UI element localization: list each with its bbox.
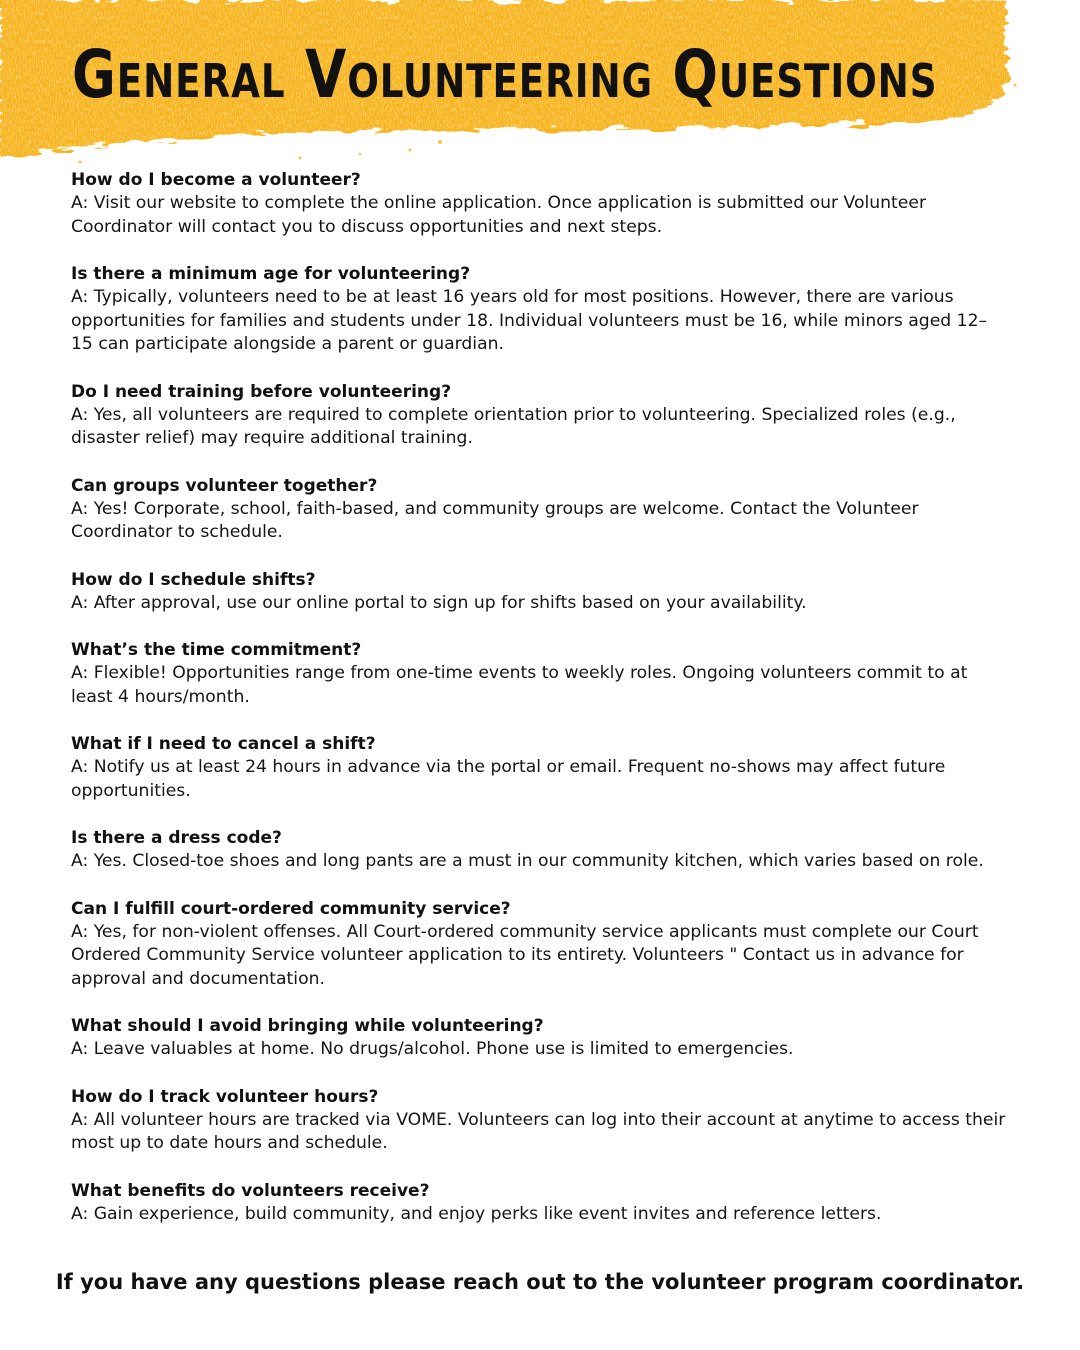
faq-question: Is there a dress code?: [71, 828, 282, 848]
faq-answer: A: Typically, volunteers need to be at least 16 years old for most positions. However, there are various opportunities for families and students under 18. Individual volunteers must be 16, while minors aged 12–15 can participate alongside a parent or guardian.: [71, 287, 988, 354]
faq-question: Can groups volunteer together?: [71, 475, 378, 496]
faq-question: How do I track volunteer hours?: [71, 1086, 379, 1107]
faq-question: How do I become a volunteer?: [71, 170, 361, 190]
faq-question: Do I need training before volunteering?: [71, 381, 452, 402]
faq-question: Is there a minimum age for volunteering?: [71, 264, 471, 284]
faq-item: [71, 732, 1006, 803]
faq-question: What if I need to cancel a shift?: [71, 734, 376, 754]
faq-item: [71, 1179, 1006, 1227]
faq-item: [71, 638, 1006, 709]
faq-answer: A: After approval, use our online portal to sign up for shifts based on your availability.: [71, 592, 807, 613]
faq-item: [71, 1014, 1006, 1062]
faq-item: [71, 380, 1006, 451]
faq-answer: A: Yes, for non-violent offenses. All Court-ordered community service applicants must complete our Court Ordered Community Service volunteer application to its entirety. Volunteers " Contact us in advance for approval and documentation.: [71, 921, 979, 989]
faq-item: [71, 568, 1006, 616]
faq-item: [71, 168, 1006, 239]
faq-answer: A: Gain experience, build community, and enjoy perks like event invites and reference letters.: [71, 1203, 882, 1224]
faq-question: What should I avoid bringing while volunteering?: [71, 1016, 544, 1036]
faq-item: [71, 826, 1006, 874]
faq-answer: A: Leave valuables at home. No drugs/alcohol. Phone use is limited to emergencies.: [71, 1039, 794, 1059]
faq-answer: A: Yes, all volunteers are required to complete orientation prior to volunteering. Specialized roles (e.g., disaster relief) may require additional training.: [71, 404, 956, 448]
faq-list: [71, 168, 1006, 1249]
faq-item: [71, 262, 1006, 357]
faq-item: [71, 897, 1006, 992]
faq-question: Can I fulfill court-ordered community service?: [71, 898, 511, 919]
faq-answer: A: Yes. Closed-toe shoes and long pants are a must in our community kitchen, which varies based on role.: [71, 851, 984, 871]
faq-answer: A: Visit our website to complete the online application. Once application is submitted our Volunteer Coordinator will contact you to discuss opportunities and next steps.: [71, 193, 927, 237]
faq-item: [71, 1085, 1006, 1156]
footer-note: If you have any questions please reach out to the volunteer program coordinator.: [55, 1270, 1025, 1294]
faq-item: [71, 474, 1006, 545]
faq-question: What’s the time commitment?: [71, 640, 362, 660]
page-title: General Volunteering Questions: [72, 36, 938, 113]
faq-question: How do I schedule shifts?: [71, 569, 316, 590]
faq-answer: A: Yes! Corporate, school, faith-based, and community groups are welcome. Contact the Volunteer Coordinator to schedule.: [71, 498, 919, 542]
faq-answer: A: Notify us at least 24 hours in advance via the portal or email. Frequent no-shows may affect future opportunities.: [71, 757, 946, 801]
faq-answer: A: All volunteer hours are tracked via VOME. Volunteers can log into their account at anytime to access their most up to date hours and schedule.: [71, 1109, 1006, 1153]
header-banner: [0, 0, 1080, 175]
faq-question: What benefits do volunteers receive?: [71, 1180, 430, 1201]
faq-answer: A: Flexible! Opportunities range from one-time events to weekly roles. Ongoing volunteers commit to at least 4 hours/month.: [71, 663, 968, 707]
